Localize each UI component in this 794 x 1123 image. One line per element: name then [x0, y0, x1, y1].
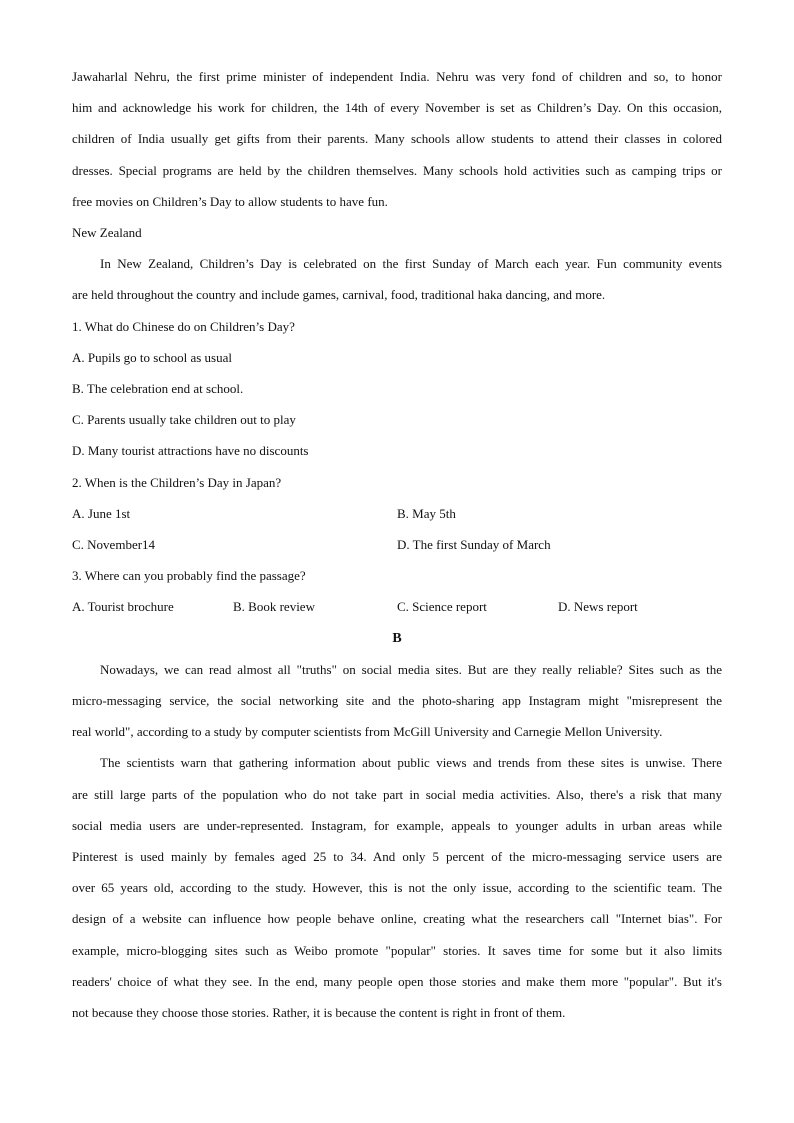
text-line: Pinterest is used mainly by females aged 25 to 34. And only 5 percent of the micro-messaging service users are	[72, 849, 722, 865]
question-stem: 1. What do Chinese do on Children’s Day?	[72, 318, 295, 334]
text-line: readers' choice of what they see. In the end, many people open those stories and make them more "popular". But it's	[72, 973, 722, 989]
text-line: In New Zealand, Children’s Day is celebrated on the first Sunday of March each year. Fun community events	[100, 256, 722, 272]
text-line: are held throughout the country and include games, carnival, food, traditional haka dancing, and more.	[72, 287, 606, 303]
text-line: example, micro-blogging sites such as Weibo promote "popular" stories. It saves time for some but it also limits	[72, 942, 722, 958]
text-line: free movies on Children’s Day to allow students to have fun.	[72, 193, 388, 209]
text-line: children of India usually get gifts from their parents. Many schools allow students to attend their classes in colored	[72, 131, 722, 147]
question-1	[72, 311, 722, 467]
question-stem: 2. When is the Children’s Day in Japan?	[72, 474, 282, 490]
options-row	[72, 498, 722, 529]
passage-b-paragraph-2	[72, 747, 722, 1028]
option-a: A. June 1st	[72, 505, 131, 521]
passage-b-paragraph-1	[72, 654, 722, 748]
passage-b-title: B	[392, 630, 402, 646]
text-line: dresses. Special programs are held by the children themselves. Many schools hold activities such as camping trips or	[72, 162, 722, 178]
option-b: B. The celebration end at school.	[72, 381, 244, 397]
document-page	[72, 61, 722, 1028]
option-d: D. Many tourist attractions have no discounts	[72, 443, 309, 459]
question-2	[72, 467, 722, 561]
text-line: Nowadays, we can read almost all "truths" on social media sites. But are they really reliable? Sites such as the	[100, 661, 722, 677]
text-line: real world", according to a study by computer scientists from McGill University and Carnegie Mellon University.	[72, 724, 663, 740]
text-line: are still large parts of the population who do not take part in social media activities. Also, there's a risk that many	[72, 786, 722, 802]
question-3	[72, 560, 722, 622]
text-line: over 65 years old, according to the study. However, this is not the only issue, according to the scientific team. The	[72, 880, 722, 896]
text-line: micro-messaging service, the social networking site and the photo-sharing app Instagram might "misrepresent the	[72, 693, 722, 709]
option-b: B. Book review	[233, 599, 315, 615]
option-a: A. Tourist brochure	[72, 599, 174, 615]
passage-a-india-paragraph	[72, 61, 722, 217]
option-a: A. Pupils go to school as usual	[72, 349, 232, 365]
option-c: C. Parents usually take children out to play	[72, 412, 296, 428]
option-b: B. May 5th	[397, 505, 456, 521]
section-heading-new-zealand: New Zealand	[72, 225, 142, 241]
option-d: D. The first Sunday of March	[397, 537, 551, 553]
options-row	[72, 591, 722, 622]
options-row	[72, 529, 722, 560]
text-line: him and acknowledge his work for children, the 14th of every November is set as Children’s Day. On this occasion,	[72, 100, 722, 116]
option-c: C. Science report	[397, 599, 487, 615]
text-line: not because they choose those stories. Rather, it is because the content is right in front of them.	[72, 1005, 566, 1021]
text-line: Jawaharlal Nehru, the first prime minister of independent India. Nehru was very fond of children and so, to honor	[72, 69, 722, 84]
option-c: C. November14	[72, 537, 156, 553]
text-line: The scientists warn that gathering information about public views and trends from these sites is unwise. There	[100, 755, 722, 771]
new-zealand-paragraph	[72, 248, 722, 310]
text-line: social media users are under-represented. Instagram, for example, appeals to younger adults in urban areas while	[72, 817, 722, 833]
question-stem: 3. Where can you probably find the passage?	[72, 568, 306, 584]
option-d: D. News report	[558, 599, 638, 615]
text-line: design of a website can influence how people behave online, creating what the researchers call "Internet bias". For	[72, 911, 722, 927]
